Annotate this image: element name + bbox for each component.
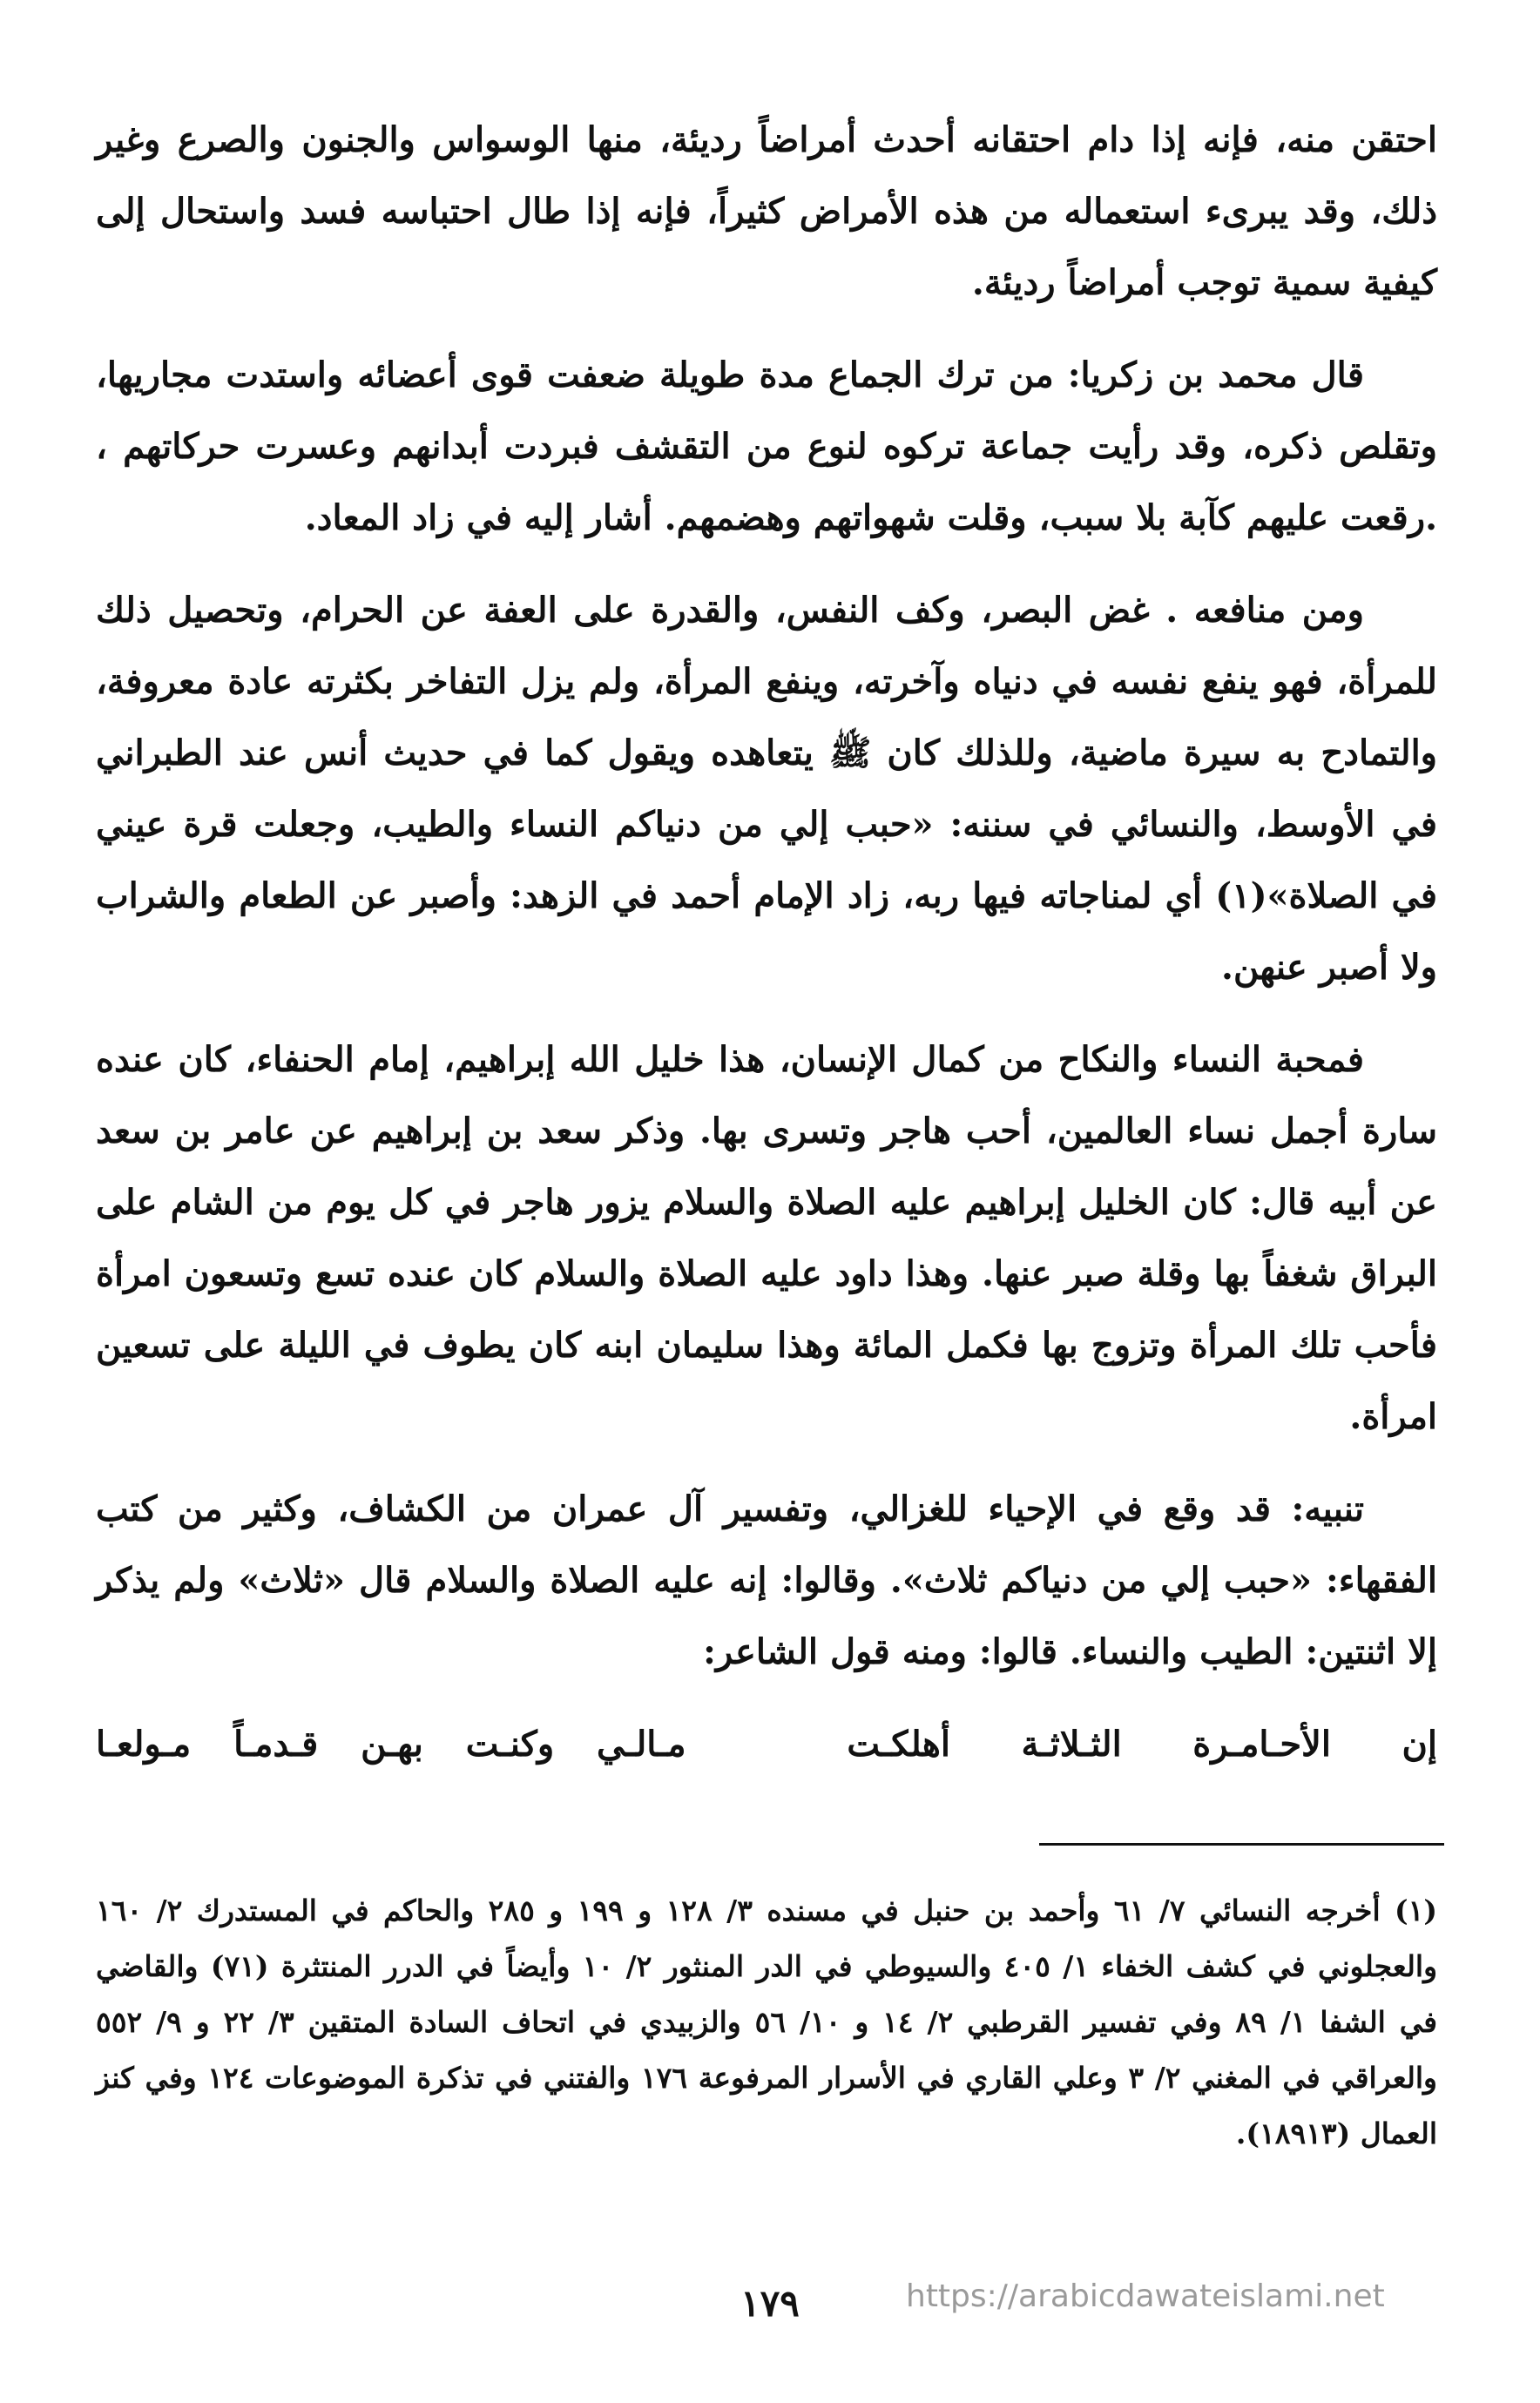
paragraph-2: قال محمد بن زكريا: من ترك الجماع مدة طويلة ضعفت قوى أعضائه واستدت مجاريها، وتقلص ذكره، وقد رأيت جماعة تركوه لنوع من التقشف فبردت أبدانهم وعسرت حركاتهم ، .رقعت عليهم كآبة بلا سبب، وقلت شهواتهم وهضمهم. أشار إليه في زاد المعاد. bbox=[96, 354, 1437, 538]
footnote-separator bbox=[1039, 1843, 1444, 1846]
page-number: ١٧٩ bbox=[740, 2282, 800, 2325]
poetry-verse bbox=[96, 1709, 1437, 1780]
paragraph-4: فمحبة النساء والنكاح من كمال الإنسان، هذا خليل الله إبراهيم، إمام الحنفاء، كان عنده سارة أجمل نساء العالمين، أحب هاجر وتسرى بها. وذكر سعد بن إبراهيم عن عامر بن سعد عن أبيه قال: كان الخليل إبراهيم عليه الصلاة والسلام يزور هاجر في كل يوم من الشام على البراق شغفاً بها وقلة صبر عنها. وهذا داود عليه الصلاة والسلام كان عنده تسع وتسعون امرأة فأحب تلك المرأة وتزوج بها فكمل المائة وهذا سليمان ابنه كان يطوف في الليلة على تسعين امرأة. bbox=[96, 1039, 1438, 1437]
paragraph-5: تنبيه: قد وقع في الإحياء للغزالي، وتفسير آل عمران من الكشاف، وكثير من كتب الفقهاء: «حبب إلي من دنياكم ثلاث». وقالوا: إنه عليه الصلاة والسلام قال «ثلاث» ولم يذكر إلا اثنتين: الطيب والنساء. قالوا: ومنه قول الشاعر: bbox=[96, 1488, 1437, 1672]
footnote: (١) أخرجه النسائي ٧/ ٦١ وأحمد بن حنبل في مسنده ٣/ ١٢٨ و ١٩٩ و ٢٨٥ والحاكم في المستدرك ٢/ ١٦٠ والعجلوني في كشف الخفاء ١/ ٤٠٥ والسيوطي في الدر المنثور ٢/ ١٠ وأيضاً في الدرر المنتثرة (٧١) والقاضي في الشفا ١/ ٨٩ وفي تفسير القرطبي ٢/ ١٤ و ١٠/ ٥٦ والزبيدي في اتحاف السادة المتقين ٣/ ٢٢ و ٩/ ٥٥٢ والعراقي في المغني ٢/ ٣ وعلي القاري في الأسرار المرفوعة ١٧٦ والفتني في تذكرة الموضوعات ١٢٤ وفي كنز العمال (١٨٩١٣). bbox=[96, 1893, 1438, 2150]
page-body bbox=[96, 105, 1437, 1780]
watermark-url: https://arabicdawateislami.net bbox=[906, 2278, 1385, 2314]
verse-first-hemistich: إن الأحـامـرة الثـلاثـة أهلكـت bbox=[847, 1724, 1437, 1765]
paragraph-1: احتقن منه، فإنه إذا دام احتقانه أحدث أمراضاً رديئة، منها الوسواس والجنون والصرع وغير ذلك، وقد يبرىء استعماله من هذه الأمراض كثيراً، فإنه إذا طال احتباسه فسد واستحال إلى كيفية سمية توجب أمراضاً رديئة. bbox=[96, 119, 1438, 303]
verse-second-hemistich: مـالـي وكنـت بهـن قـدمـاً مـولعـا bbox=[96, 1724, 686, 1765]
paragraph-3: ومن منافعه . غض البصر، وكف النفس، والقدرة على العفة عن الحرام، وتحصيل ذلك للمرأة، فهو ينفع نفسه في دنياه وآخرته، وينفع المرأة، ولم يزل التفاخر بكثرته عادة معروفة، والتمادح به سيرة ماضية، وللذلك كان ﷺ يتعاهده ويقول كما في حديث أنس عند الطبراني في الأوسط، والنسائي في سننه: «حبب إلي من دنياكم النساء والطيب، وجعلت قرة عيني في الصلاة»(١) أي لمناجاته فيها ربه، زاد الإمام أحمد في الزهد: وأصبر عن الطعام والشراب ولا أصبر عنهن. bbox=[96, 590, 1438, 988]
